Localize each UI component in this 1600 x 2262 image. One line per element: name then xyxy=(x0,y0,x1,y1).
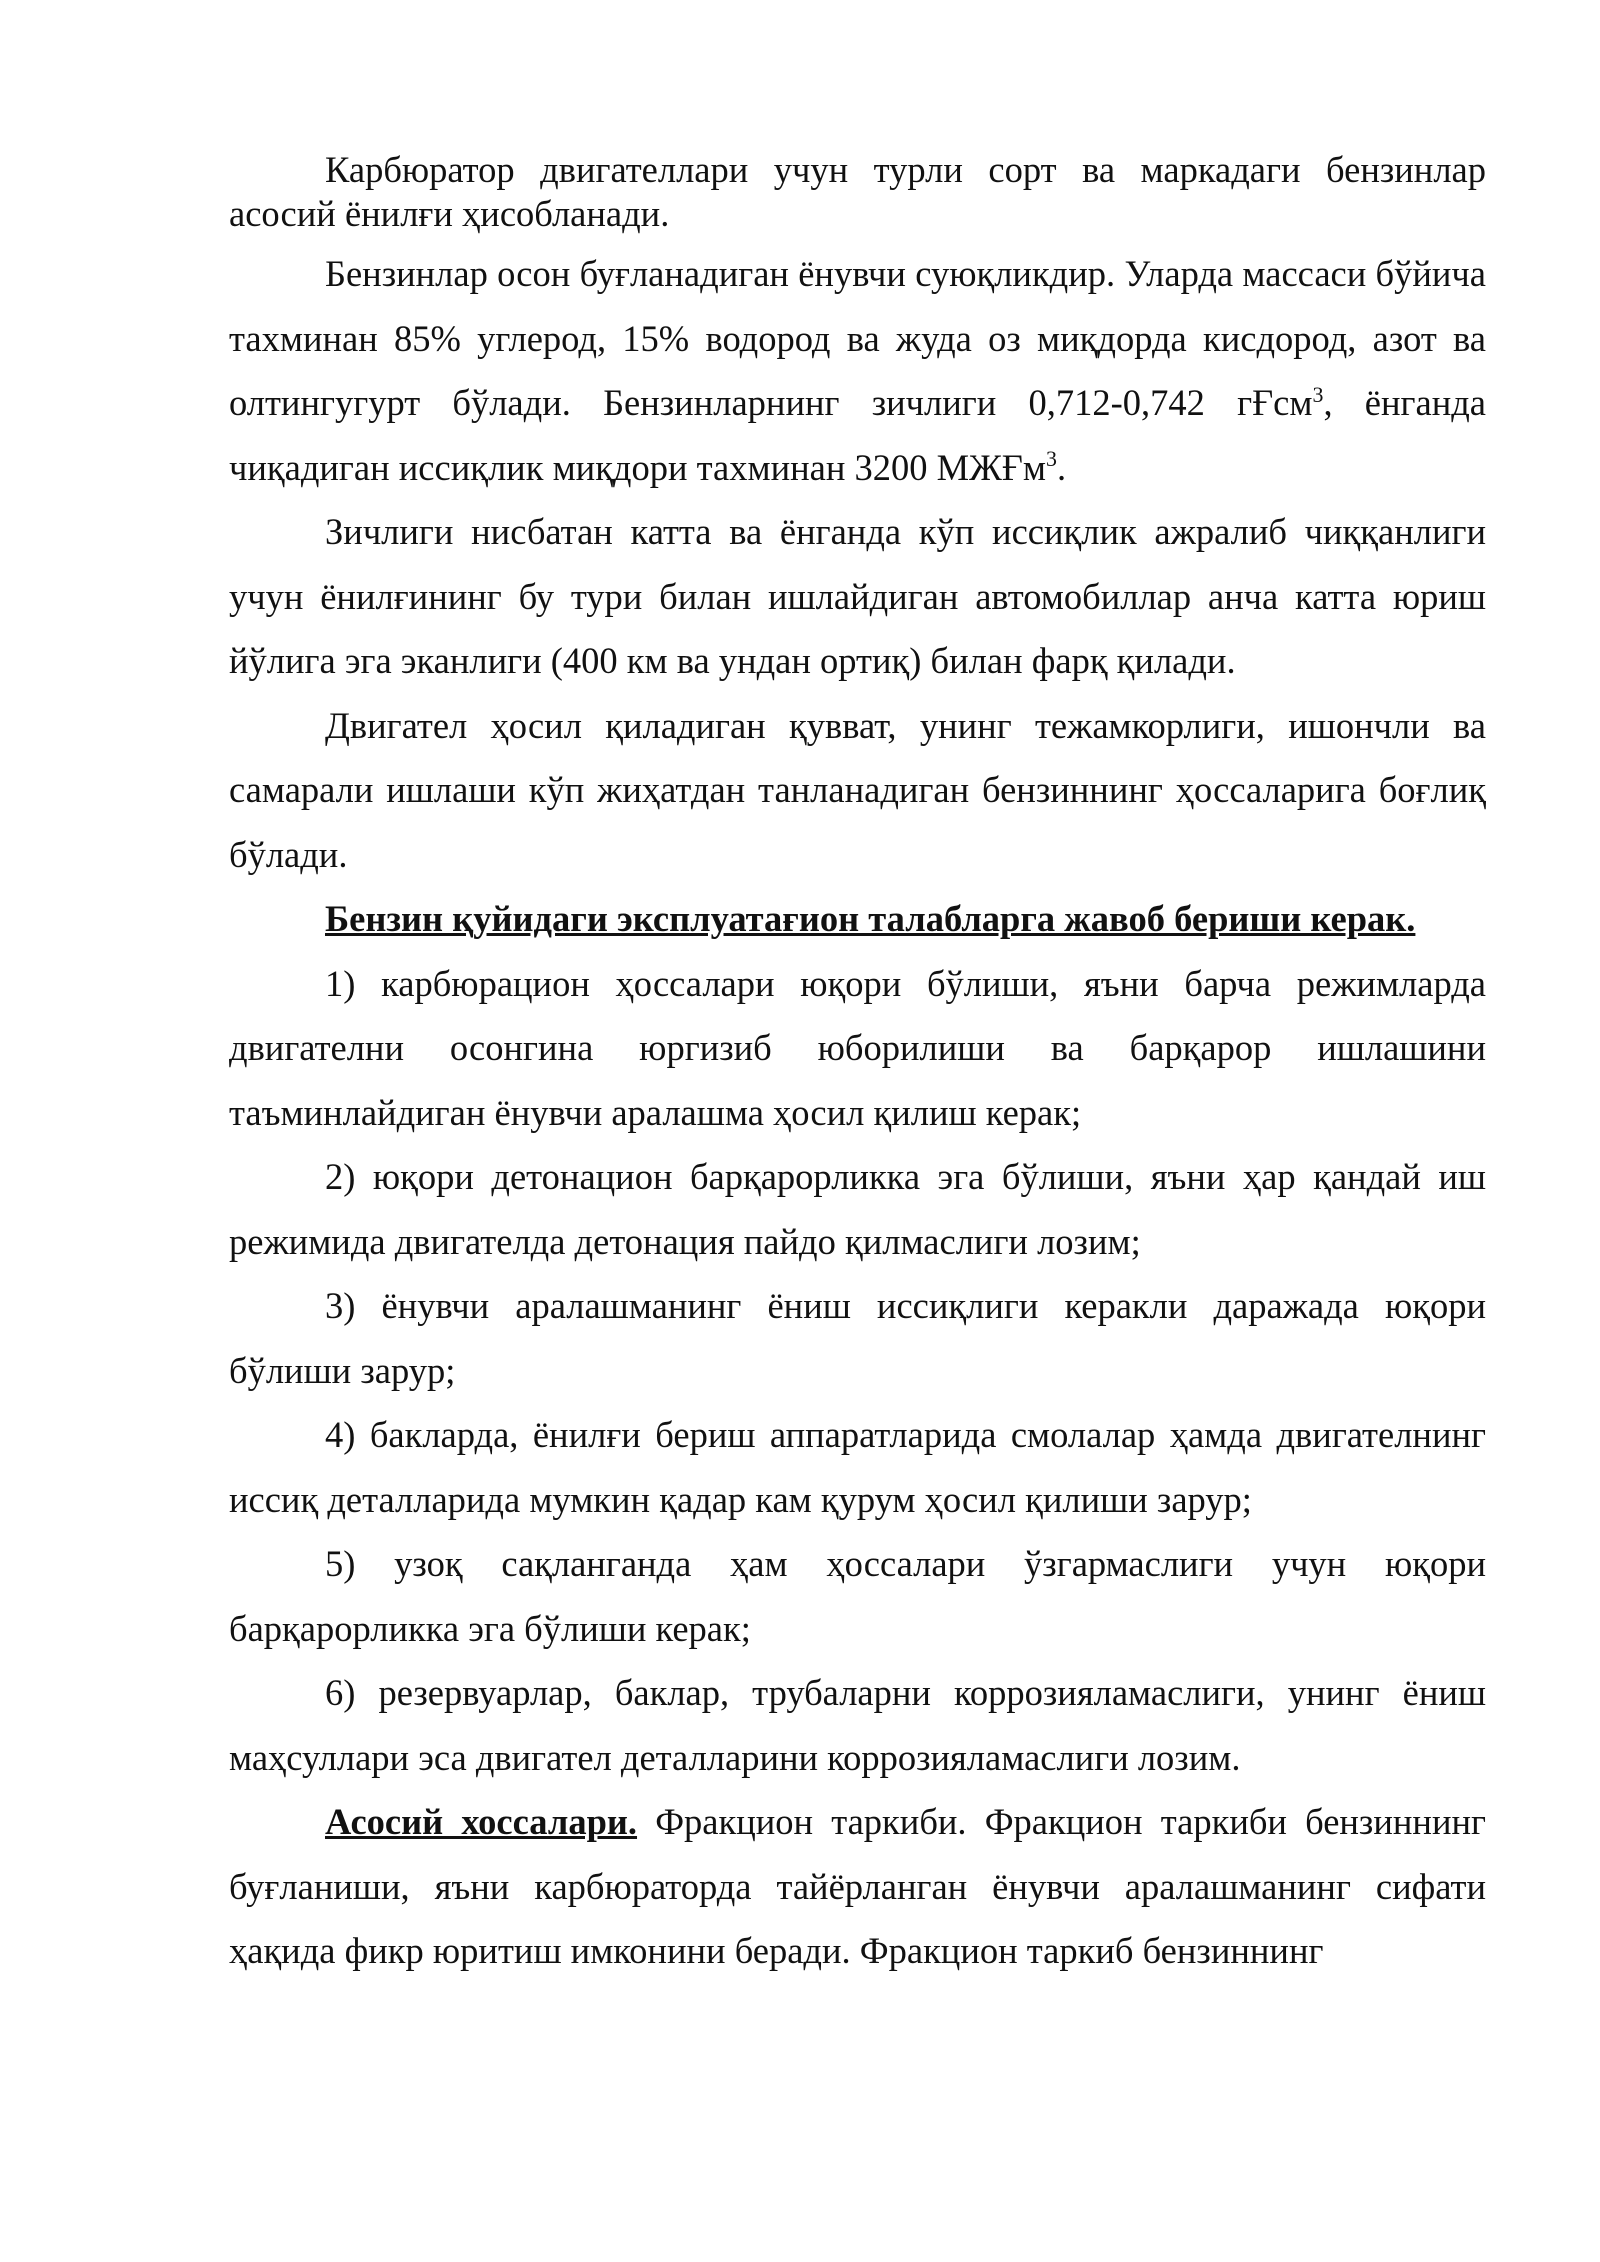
document-page xyxy=(229,148,1486,1984)
list-item: 3) ёнувчи аралашманинг ёниш иссиқлиги керакли даражада юқори бўлиши зарур; xyxy=(229,1285,1486,1391)
main-properties-text: Фракцион таркиби. Фракцион таркиби бензиннинг буғланиши, яъни карбюраторда тайёрланган ёнувчи аралашманинг сифати ҳақида фикр юритиш имконини беради. Фракцион таркиб бензиннинг xyxy=(229,1801,1486,1971)
paragraph-main-properties xyxy=(229,1790,1486,1984)
list-item: 1) карбюрацион ҳоссалари юқори бўлиши, яъни барча режимларда двигателни осонгина юргизиб юборилиши ва барқарор ишлашини таъминлайдиган ёнувчи аралашма ҳосил қилиш керак; xyxy=(229,962,1486,1133)
superscript-heat-unit: 3 xyxy=(1046,446,1057,472)
superscript-density-unit: 3 xyxy=(1312,381,1324,407)
composition-text: Бензинлар осон буғланадиган ёнувчи суюқликдир. Уларда массаси бўйича тахминан 85% углерод, 15% водород ва жуда оз миқдорда кисдород, азот ва олтингугурт бўлади. Бензинларнинг зичлиги 0,712-0,742 гҒсм xyxy=(229,253,1486,423)
paragraph-intro: Карбюратор двигателлари учун турли сорт ва маркадаги бензинлар асосий ёнилғи ҳисобланади. xyxy=(229,149,1486,234)
composition-text-end: . xyxy=(1056,446,1067,488)
list-item: 2) юқори детонацион барқарорликка эга бўлиши, яъни ҳар қандай иш режимида двигателда детонация пайдо қилмаслиги лозим; xyxy=(229,1156,1486,1262)
list-item: 4) бакларда, ёнилғи бериш аппаратларида смолалар ҳамда двигателнинг иссиқ деталларида мумкин қадар кам қурум ҳосил қилиши зарур; xyxy=(229,1414,1486,1520)
composition-text-continued: , ёнганда чиқадиган иссиқлик миқдори тахминан 3200 МЖҒм xyxy=(229,382,1486,488)
list-item: 6) резервуарлар, баклар, трубаларни коррозияламаслиги, унинг ёниш маҳсуллари эса двигател деталларини коррозияламаслиги лозим. xyxy=(229,1672,1486,1778)
paragraph-gasoline-composition xyxy=(229,242,1486,500)
paragraph-engine-power: Двигател ҳосил қиладиган қувват, унинг тежамкорлиги, ишончли ва самарали ишлаши кўп жиҳатдан танланадиган бензиннинг ҳоссаларига боғлиқ бўлади. xyxy=(229,704,1486,875)
section-heading-requirements: Бензин қуйидаги эксплуатағион талабларга жавоб бериши керак. xyxy=(325,898,1416,939)
paragraph-range: Зичлиги нисбатан катта ва ёнганда кўп иссиқлик ажралиб чиққанлиги учун ёнилғининг бу тури билан ишлайдиган автомобиллар анча катта юриш йўлига эга эканлиги (400 км ва ундан ортиқ) билан фарқ қилади. xyxy=(229,511,1486,681)
main-properties-title: Асосий хоссалари. xyxy=(325,1801,638,1842)
list-item: 5) узоқ сақланганда ҳам ҳоссалари ўзгармаслиги учун юқори барқарорликка эга бўлиши керак; xyxy=(229,1543,1486,1649)
